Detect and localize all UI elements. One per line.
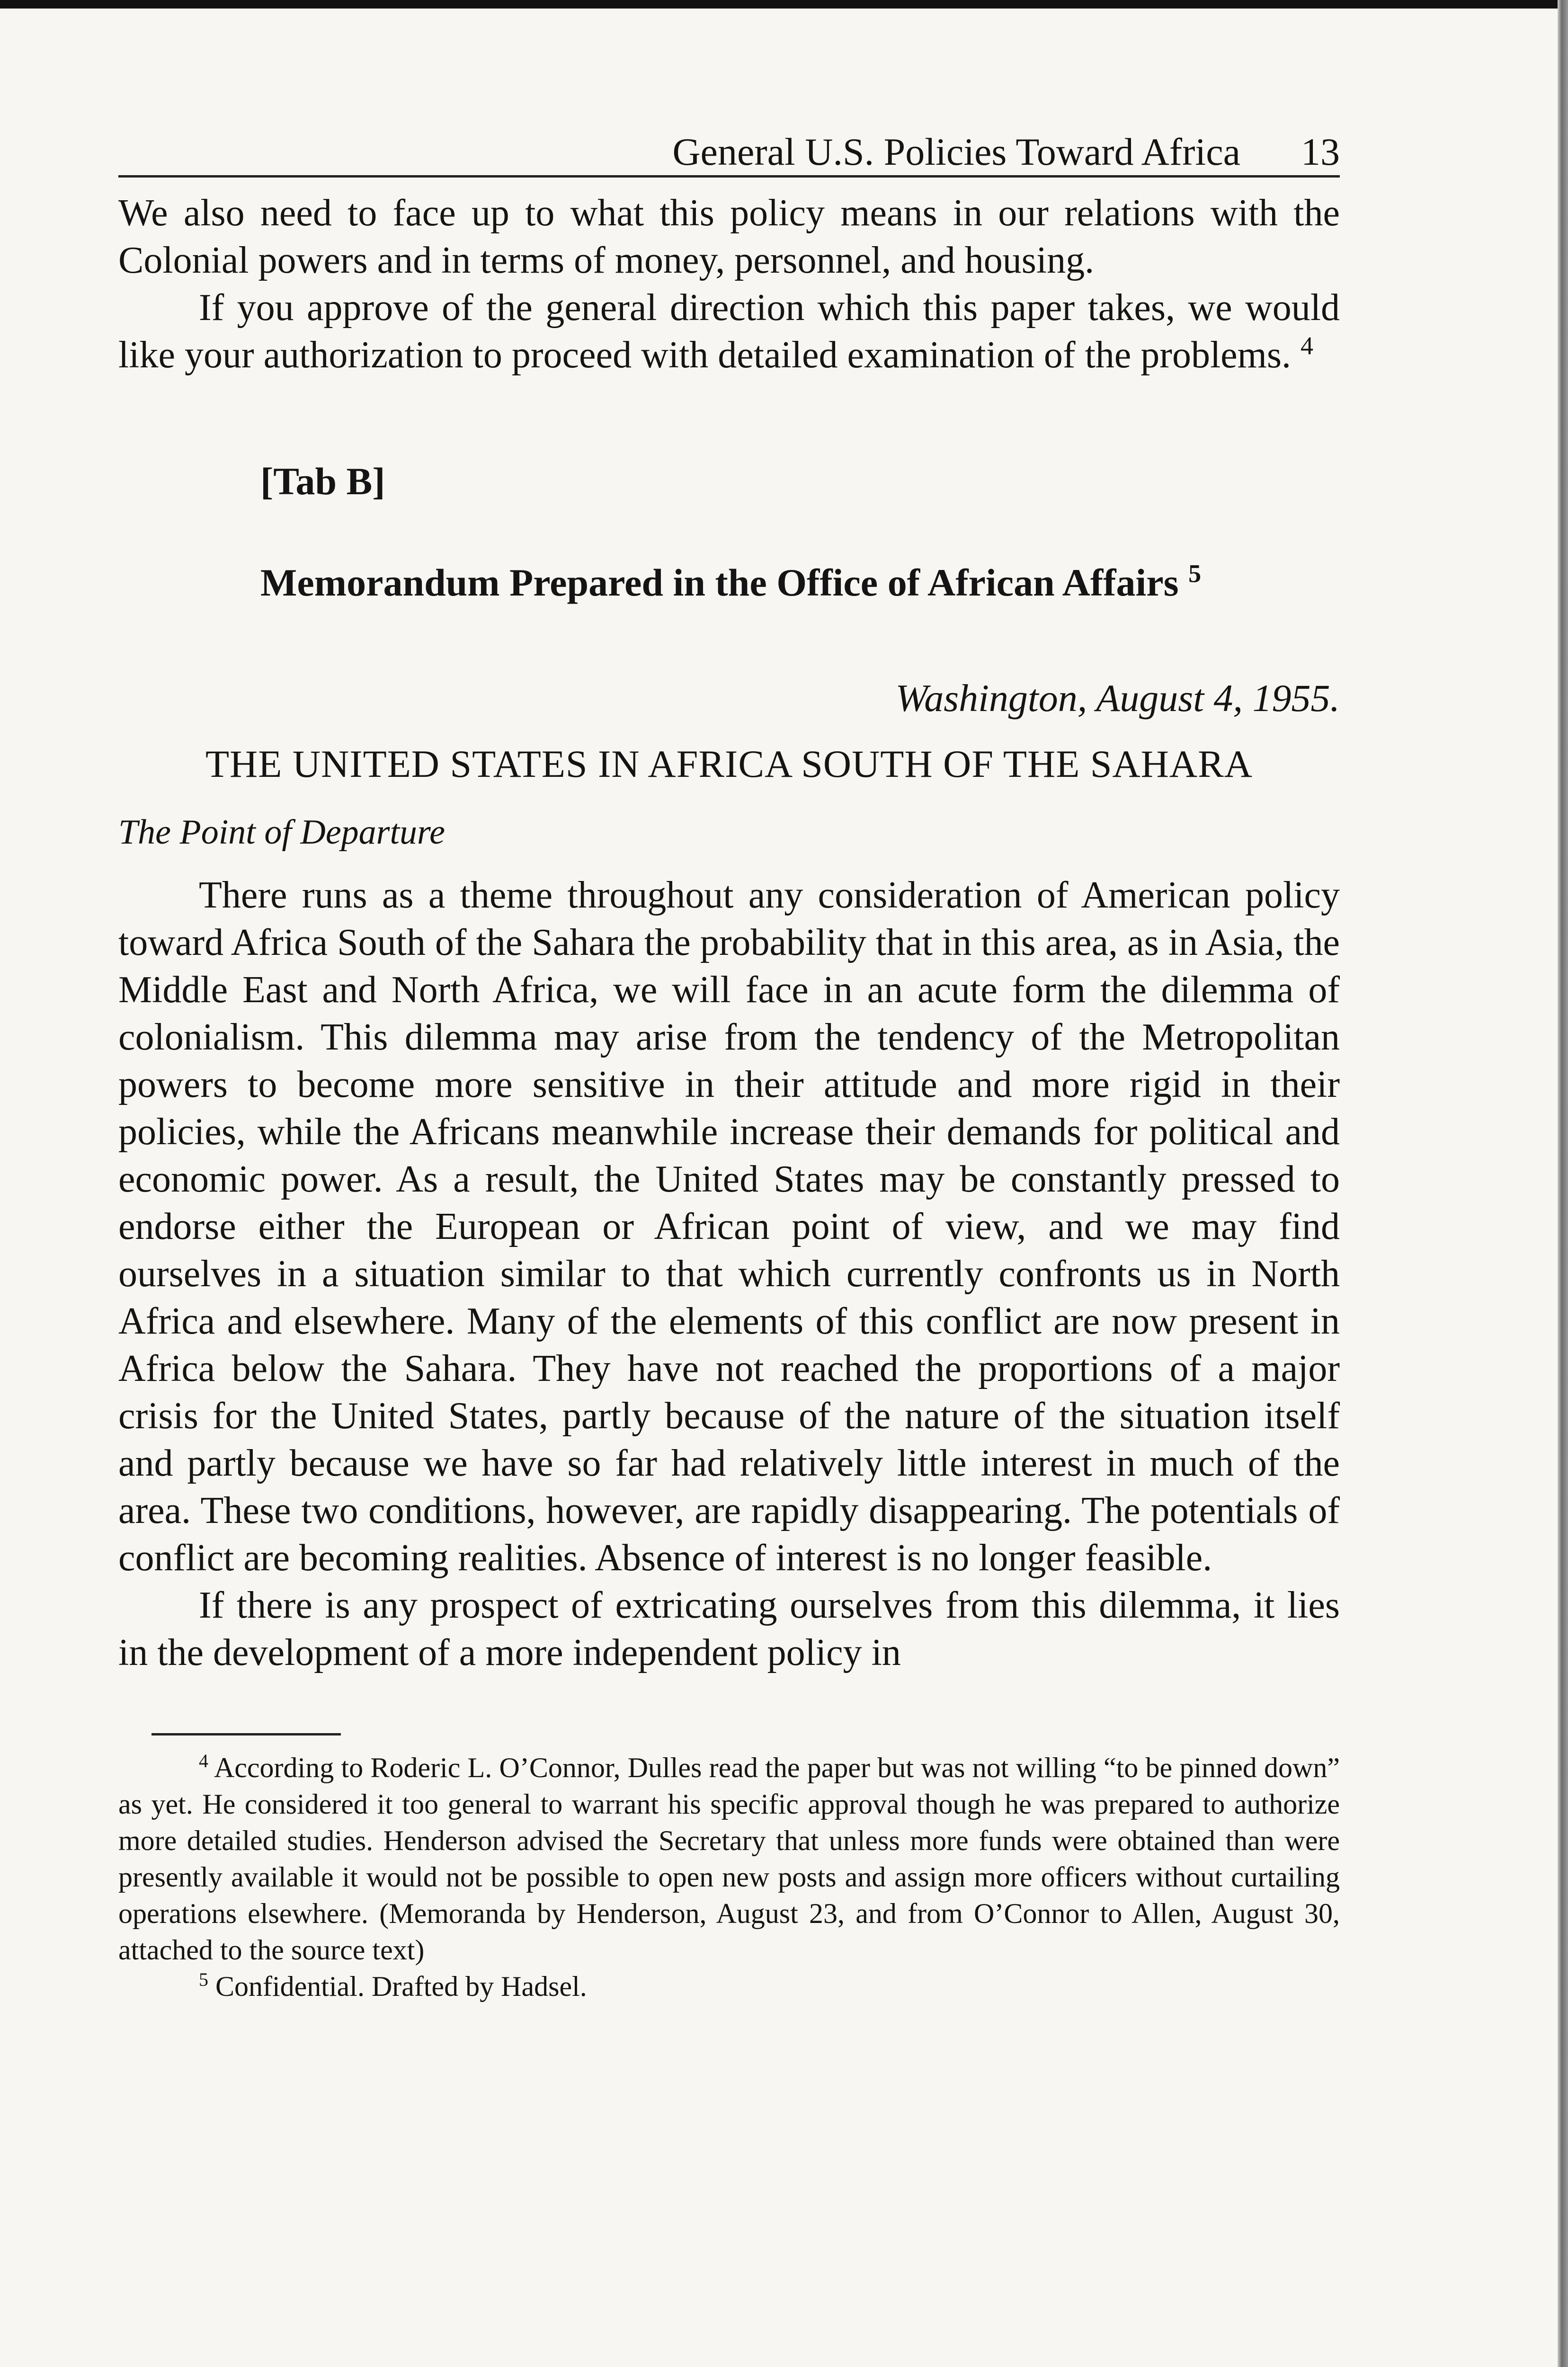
footnote-ref-5[interactable]: 5 xyxy=(1188,559,1202,588)
running-head-title: General U.S. Policies Toward Africa xyxy=(672,130,1240,173)
document-page xyxy=(118,118,1340,2005)
footnote-4 xyxy=(118,1750,1340,1968)
body-paragraph-1: There runs as a theme throughout any consideration of American policy toward Africa South of the Sahara the probability that in this area, as in Asia, the Middle East and North Africa, we will face in an acute form the dilemma of colonialism. This dilemma may arise from the tendency of the Metropolitan powers to become more sensitive in their attitude and more rigid in their policies, while the Africans meanwhile increase their demands for political and economic power. As a result, the United States may be constantly pressed to endorse either the European or African point of view, and we may find ourselves in a situation similar to that which currently confronts us in North Africa and elsewhere. Many of the elements of this conflict are now present in Africa below the Sahara. They have not reached the proportions of a major crisis for the United States, partly because of the nature of the situation itself and partly because we have so far had relatively little interest in much of the area. These two conditions, however, are rapidly disappearing. The potentials of conflict are becoming realities. Absence of interest is no longer feasible. xyxy=(118,874,1340,1579)
intro-paragraph-1: We also need to face up to what this policy means in our relations with the Colonial powers and in terms of money, personnel, and housing. xyxy=(118,192,1340,281)
dateline: Washington, August 4, 1955. xyxy=(895,676,1340,720)
footnote-marker-4: 4 xyxy=(199,1750,208,1771)
running-head xyxy=(118,118,1340,178)
footnote-4-text: According to Roderic L. O’Connor, Dulles read the paper but was not willing “to be pinned down” as yet. He considered it too general to warrant his specific approval though he was prepared to authorize more detailed studies. Henderson advised the Secretary that unless more funds were obtained than were presently available it would not be possible to open new posts and assign more officers without curtailing operations elsewhere. (Memoranda by Henderson, August 23, and from O’Connor to Allen, August 30, attached to the source text) xyxy=(118,1752,1340,1966)
section-title: The Point of Departure xyxy=(118,813,445,852)
footnote-ref-4[interactable]: 4 xyxy=(1301,331,1314,360)
footnote-marker-5: 5 xyxy=(199,1969,208,1990)
tab-heading: [Tab B] xyxy=(260,460,385,503)
main-title: THE UNITED STATES IN AFRICA SOUTH OF THE SAHARA xyxy=(205,742,1253,785)
footnote-divider xyxy=(151,1733,341,1735)
footnote-5 xyxy=(118,1968,1340,2005)
page-number: 13 xyxy=(1301,130,1340,173)
memo-heading xyxy=(260,561,1340,605)
intro-paragraph-2 xyxy=(118,284,1340,379)
body-paragraph-2: If there is any prospect of extricating ourselves from this dilemma, it lies in the development of a more independent policy in xyxy=(118,1584,1340,1673)
intro-paragraph-2-text: If you approve of the general direction which this paper takes, we would like your authorization to proceed with detailed examination of the problems. xyxy=(118,287,1340,376)
footnote-5-text: Confidential. Drafted by Hadsel. xyxy=(215,1971,587,2002)
page-right-edge xyxy=(1558,0,1568,2367)
footnotes xyxy=(118,1750,1340,2005)
memo-heading-text: Memorandum Prepared in the Office of African Affairs xyxy=(260,561,1179,604)
page-top-border xyxy=(0,0,1568,9)
